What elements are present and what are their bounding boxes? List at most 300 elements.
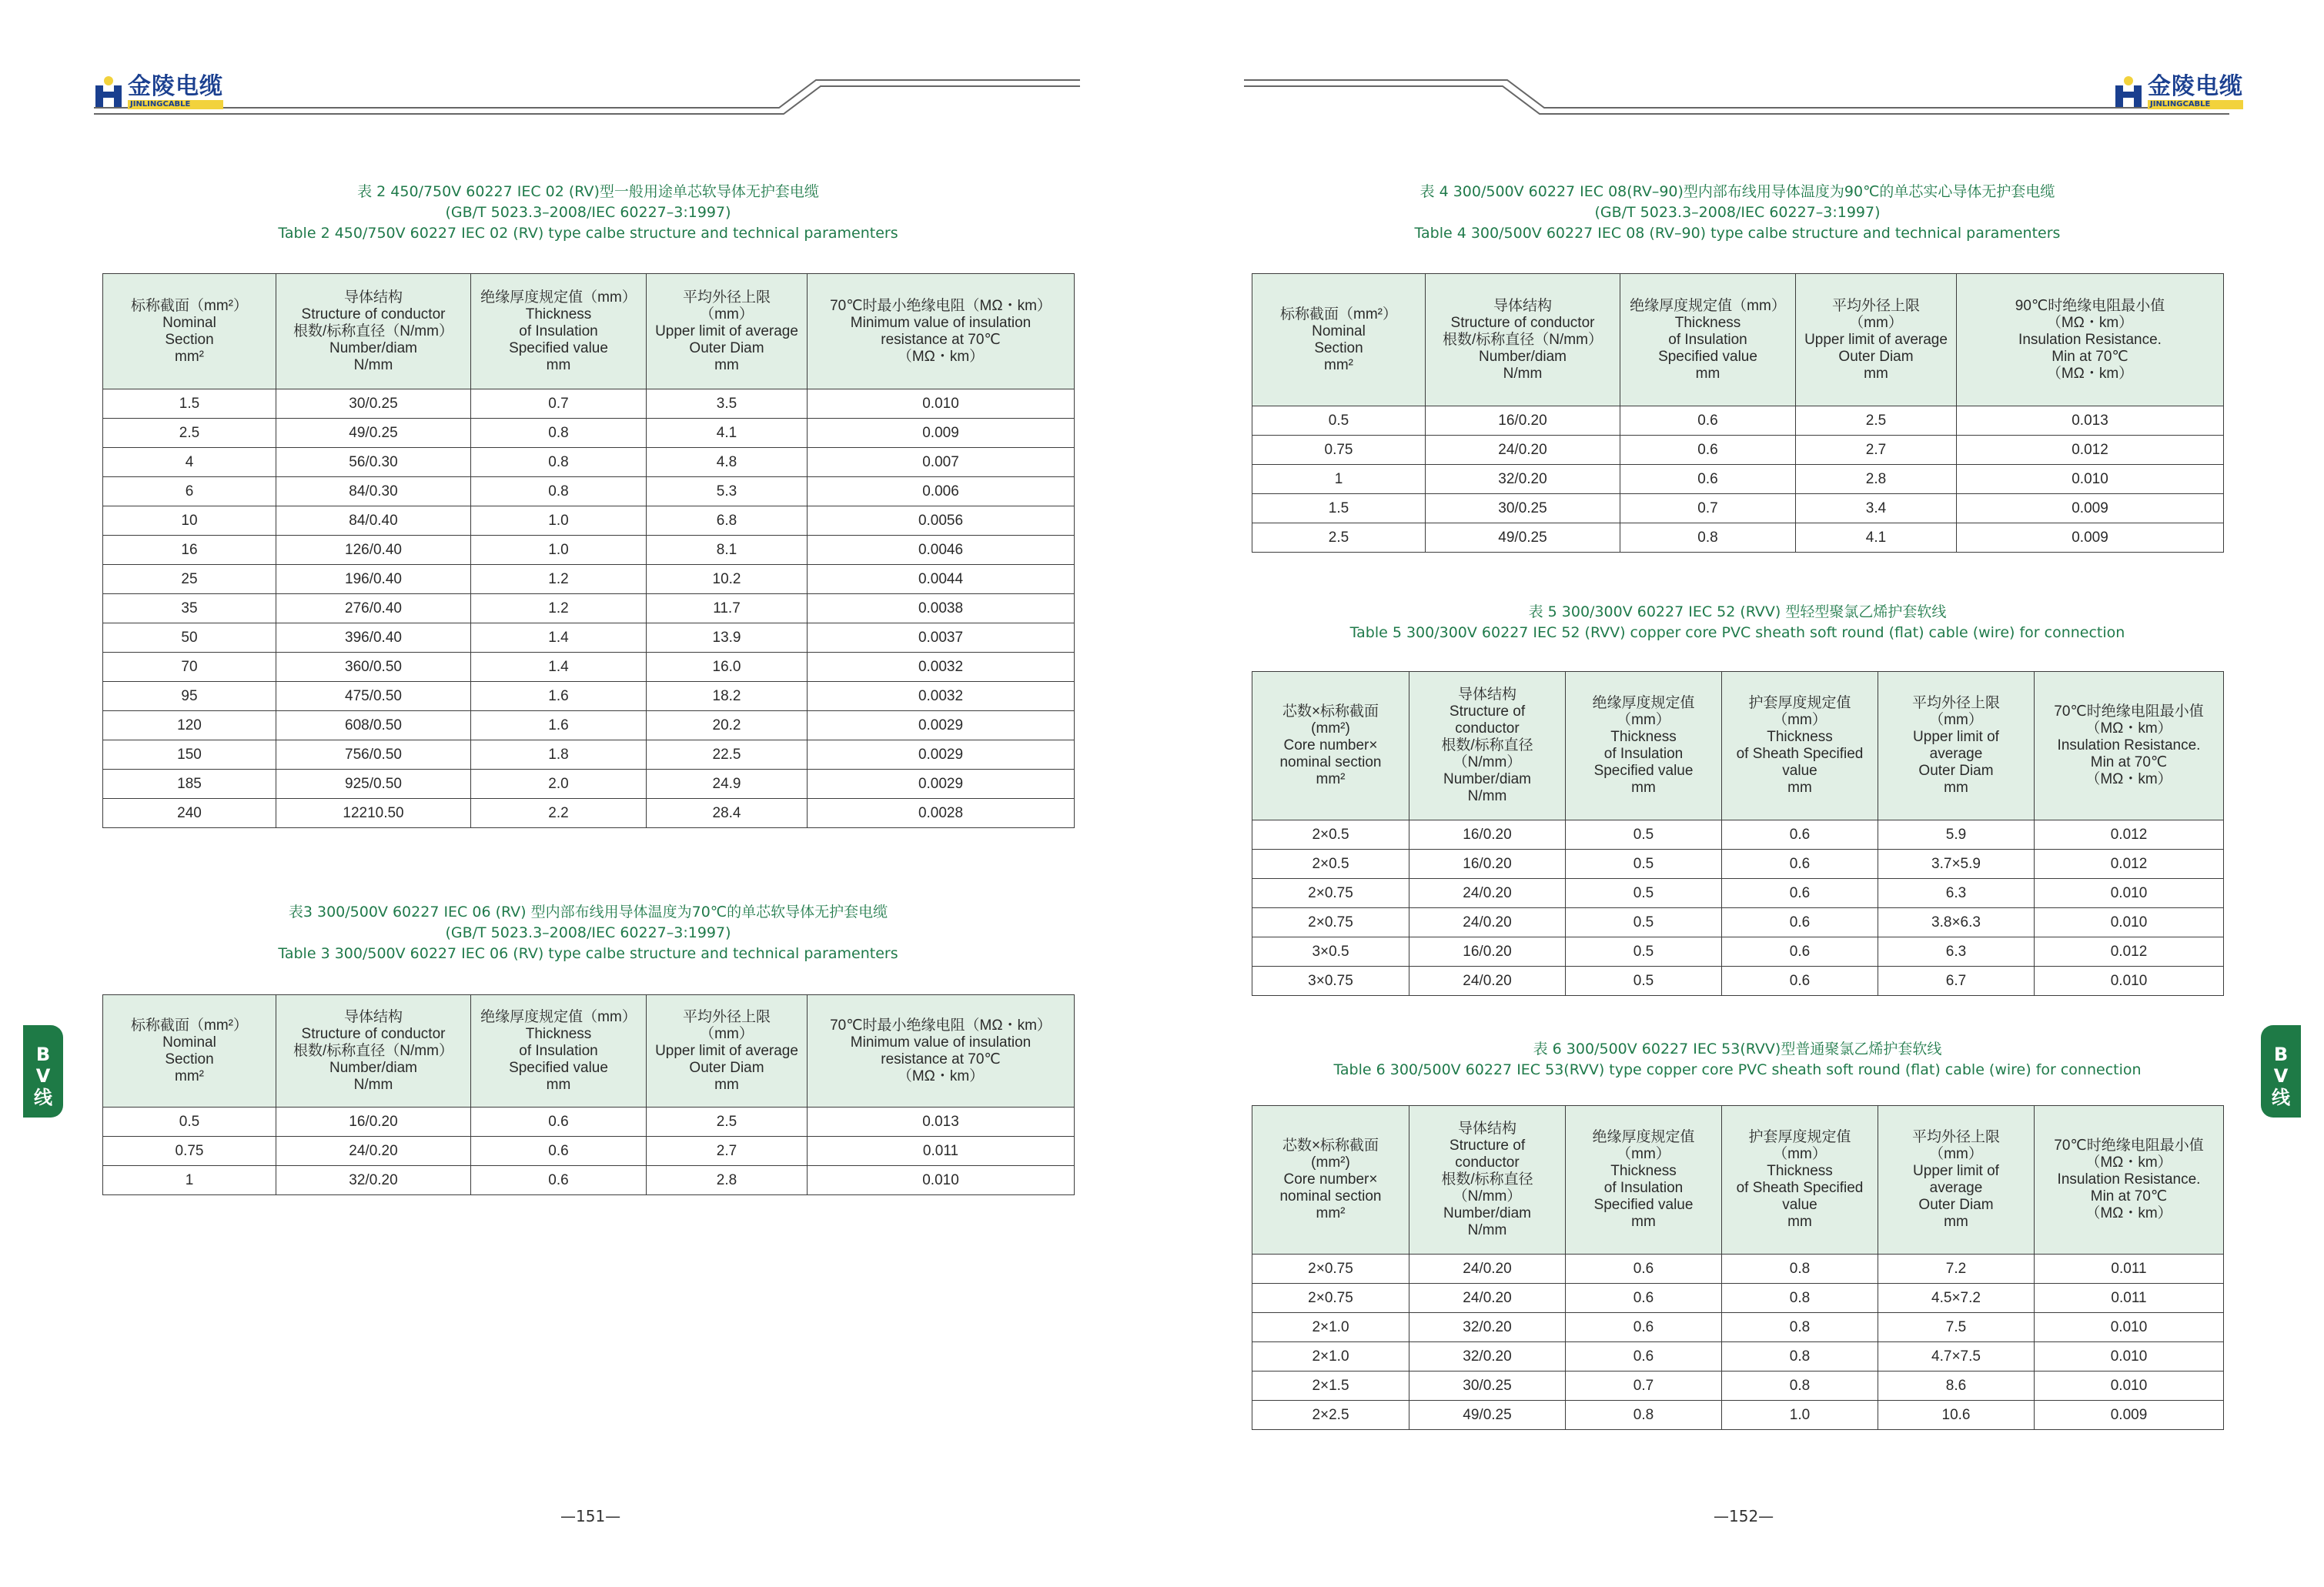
table-row (103, 419, 1075, 448)
table-cell: 0.011 (2035, 1284, 2224, 1313)
table-cell: 18.2 (647, 682, 808, 711)
table-cell: 0.0028 (808, 799, 1075, 828)
table-cell: 185 (103, 770, 276, 799)
column-header-line: 绝缘厚度规定值（mm） (1630, 297, 1786, 314)
table-cell: 0.5 (103, 1108, 276, 1137)
column-header-line: Core number× (1283, 737, 1378, 753)
table-cell: 0.6 (471, 1166, 647, 1195)
column-header-line: Specified value (509, 1059, 608, 1076)
table6-title-en: Table 6 300/500V 60227 IEC 53(RVV) type copper core PVC sheath soft round (flat) cable (wire) for connection (1333, 1061, 2142, 1078)
table-cell: 0.010 (808, 389, 1075, 419)
table-cell: 0.5 (1566, 937, 1722, 967)
table-cell: 5.9 (1878, 820, 2035, 850)
table-cell: 32/0.20 (1409, 1342, 1566, 1372)
table-cell: 0.5 (1566, 850, 1722, 879)
column-header-line: N/mm (1467, 1222, 1507, 1238)
table-cell: 1 (1252, 465, 1426, 494)
table-cell: 95 (103, 682, 276, 711)
column-header-line: Core number× (1283, 1171, 1378, 1188)
table-cell: 120 (103, 711, 276, 740)
table-cell: 0.6 (1722, 820, 1878, 850)
column-header (103, 274, 276, 389)
table-cell: 2×2.5 (1252, 1401, 1409, 1430)
table-cell: 0.0044 (808, 565, 1075, 594)
table-cell: 925/0.50 (276, 770, 471, 799)
table-row (1252, 850, 2224, 879)
brand-name-cn: 金陵电缆 (2148, 73, 2243, 100)
column-header-line: mm (1944, 780, 1968, 796)
table-header-row (1252, 672, 2224, 820)
table-row (103, 740, 1075, 770)
column-header-line: （mm） (1773, 1146, 1827, 1162)
table-cell: 4.1 (1796, 523, 1957, 553)
column-header-line: （MΩ・km） (897, 1067, 985, 1084)
table-cell: 16/0.20 (276, 1108, 471, 1137)
column-header (647, 995, 808, 1108)
table-header-row (1252, 1106, 2224, 1255)
table-cell: 2×0.5 (1252, 820, 1409, 850)
table-cell: 6.8 (647, 506, 808, 536)
column-header-line: 标称截面（mm²） (131, 297, 248, 314)
table-cell: 0.006 (808, 477, 1075, 506)
table-cell: 32/0.20 (276, 1166, 471, 1195)
column-header-line: mm (1695, 365, 1720, 382)
column-header-line: Insulation Resistance. (2057, 737, 2201, 753)
column-header-line: of Insulation (519, 322, 598, 339)
table-cell: 84/0.40 (276, 506, 471, 536)
table-cell: 0.010 (2035, 879, 2224, 908)
table-cell: 4 (103, 448, 276, 477)
table-row (103, 682, 1075, 711)
column-header-line: Outer Diam (1918, 1197, 1994, 1213)
table-cell: 3.7×5.9 (1878, 850, 2035, 879)
table2-title-std: (GB/T 5023.3–2008/IEC 60227–3:1997) (445, 204, 731, 221)
column-header-line: of Sheath Specified (1736, 746, 1864, 762)
brand-name-en: JINLINGCABLE (128, 100, 223, 109)
table-cell: 0.5 (1566, 908, 1722, 937)
column-header-line: (mm²) (1311, 1154, 1350, 1171)
column-header-line: Minimum value of insulation (850, 314, 1032, 331)
table-cell: 24/0.20 (1409, 908, 1566, 937)
column-header-line: Outer Diam (689, 339, 764, 356)
table-row (103, 536, 1075, 565)
table-cell: 1.0 (471, 536, 647, 565)
table-cell: 0.011 (2035, 1255, 2224, 1284)
table-cell: 0.010 (2035, 967, 2224, 996)
table-cell: 2.8 (1796, 465, 1957, 494)
table-cell: 24/0.20 (1409, 1284, 1566, 1313)
column-header-line: of Insulation (519, 1042, 598, 1059)
table-cell: 0.7 (1566, 1372, 1722, 1401)
table-cell: 0.8 (471, 448, 647, 477)
table-cell: 0.0046 (808, 536, 1075, 565)
table-cell: 84/0.30 (276, 477, 471, 506)
table-row (1252, 1284, 2224, 1313)
table-cell: 4.5×7.2 (1878, 1284, 2035, 1313)
table-cell: 24/0.20 (1409, 967, 1566, 996)
table-cell: 475/0.50 (276, 682, 471, 711)
column-header-line: Structure of conductor (1450, 314, 1595, 331)
table-cell: 28.4 (647, 799, 808, 828)
table-cell: 4.1 (647, 419, 808, 448)
table-cell: 8.1 (647, 536, 808, 565)
table-cell: 0.75 (1252, 436, 1426, 465)
column-header-line: Number/diam (329, 339, 418, 356)
table-cell: 0.8 (1722, 1342, 1878, 1372)
table-cell: 0.8 (1722, 1372, 1878, 1401)
table-cell: 1.5 (1252, 494, 1426, 523)
table-cell: 2.7 (1796, 436, 1957, 465)
column-header-line: （mm） (1929, 1146, 1983, 1162)
column-header-line: mm (1787, 1214, 1812, 1230)
table-cell: 0.8 (1620, 523, 1796, 553)
column-header-line: average (1929, 746, 1983, 762)
table-cell: 1.2 (471, 565, 647, 594)
table-cell: 1.6 (471, 682, 647, 711)
table-cell: 0.0032 (808, 682, 1075, 711)
table-cell: 6 (103, 477, 276, 506)
table-cell: 0.6 (1566, 1255, 1722, 1284)
column-header-line: Minimum value of insulation (850, 1034, 1032, 1051)
side-tab-line2: V (35, 1065, 51, 1087)
column-header (2035, 1106, 2224, 1255)
table3-title-en: Table 3 300/500V 60227 IEC 06 (RV) type calbe structure and technical paramenters (278, 945, 898, 962)
table4-title-cn: 表 4 300/500V 60227 IEC 08(RV–90)型内部布线用导体温度为90℃的单芯实心导体无护套电缆 (1419, 183, 2055, 200)
table2-caption (102, 182, 1074, 244)
table-cell: 0.010 (1957, 465, 2224, 494)
column-header-line: Number/diam (1443, 771, 1532, 787)
column-header-line: resistance at 70℃ (881, 331, 1001, 348)
column-header-line: of Sheath Specified (1736, 1180, 1864, 1196)
table-cell: 3×0.75 (1252, 967, 1409, 996)
table-cell: 1.6 (471, 711, 647, 740)
table-cell: 0.0029 (808, 770, 1075, 799)
table-cell: 0.8 (471, 477, 647, 506)
column-header-line: mm (1944, 1214, 1968, 1230)
column-header-line: Structure of conductor (301, 306, 446, 322)
table-cell: 0.6 (1722, 879, 1878, 908)
table-cell: 0.0037 (808, 623, 1075, 653)
table-cell: 396/0.40 (276, 623, 471, 653)
table3-title-cn: 表3 300/500V 60227 IEC 06 (RV) 型内部布线用导体温度为70℃的单芯软导体无护套电缆 (288, 904, 888, 920)
column-header-line: mm (714, 356, 739, 373)
table-cell: 2.0 (471, 770, 647, 799)
table-cell: 24/0.20 (1426, 436, 1620, 465)
column-header-line: （N/mm） (1453, 754, 1522, 770)
column-header-line: conductor (1455, 1154, 1520, 1171)
table3-caption (102, 902, 1074, 964)
table4-title-std: (GB/T 5023.3–2008/IEC 60227–3:1997) (1594, 204, 1881, 221)
table-cell: 0.6 (1722, 967, 1878, 996)
table-cell: 0.0056 (808, 506, 1075, 536)
table-cell: 2×1.0 (1252, 1313, 1409, 1342)
table-cell: 0.012 (2035, 820, 2224, 850)
column-header-line: Thickness (1610, 729, 1677, 745)
table-row (1252, 465, 2224, 494)
column-header-line: （mm） (1849, 314, 1903, 331)
table-row (103, 1137, 1075, 1166)
table4-caption (1252, 182, 2223, 244)
table3 (102, 994, 1075, 1195)
table-cell: 1.5 (103, 389, 276, 419)
table-cell: 0.012 (2035, 937, 2224, 967)
column-header (1566, 1106, 1722, 1255)
table-cell: 0.6 (1620, 406, 1796, 436)
table-cell: 756/0.50 (276, 740, 471, 770)
column-header-line: 绝缘厚度规定值 (1592, 695, 1695, 711)
column-header-line: Thickness (1610, 1163, 1677, 1179)
table-cell: 0.6 (1620, 465, 1796, 494)
side-tab-bv-right (2261, 1025, 2301, 1118)
logo-mark-icon (2114, 75, 2143, 109)
table-cell: 2×0.75 (1252, 908, 1409, 937)
column-header-line: 平均外径上限 (682, 289, 771, 306)
table-cell: 2.5 (1252, 523, 1426, 553)
table-cell: 16 (103, 536, 276, 565)
column-header-line: mm² (1324, 356, 1353, 373)
table-header-row (1252, 274, 2224, 406)
column-header-line: Outer Diam (1918, 763, 1994, 779)
table-cell: 0.5 (1566, 879, 1722, 908)
column-header-line: resistance at 70℃ (881, 1051, 1001, 1067)
table-cell: 2×1.0 (1252, 1342, 1409, 1372)
table-row (103, 389, 1075, 419)
table-cell: 1.0 (471, 506, 647, 536)
column-header (1426, 274, 1620, 406)
table-cell: 70 (103, 653, 276, 682)
column-header-line: Specified value (1593, 763, 1694, 779)
table-cell: 0.0038 (808, 594, 1075, 623)
table-cell: 24/0.20 (1409, 879, 1566, 908)
column-header-line: 90℃时绝缘电阻最小值 (2015, 297, 2165, 314)
column-header-line: （N/mm） (1453, 1188, 1522, 1204)
table-cell: 0.6 (471, 1108, 647, 1137)
table4 (1252, 273, 2224, 553)
column-header-line: mm (714, 1076, 739, 1093)
column-header (1620, 274, 1796, 406)
column-header-line: nominal section (1279, 754, 1382, 770)
brand-name-en: JINLINGCABLE (2148, 100, 2243, 109)
column-header-line: mm (1631, 1214, 1656, 1230)
column-header-line: N/mm (1467, 788, 1507, 804)
table-cell: 4.7×7.5 (1878, 1342, 2035, 1372)
table-cell: 10.2 (647, 565, 808, 594)
column-header-line: Specified value (1593, 1197, 1694, 1213)
table-cell: 2×0.5 (1252, 850, 1409, 879)
column-header-line: value (1782, 763, 1817, 779)
table-cell: 16/0.20 (1409, 850, 1566, 879)
column-header-line: （mm） (1773, 712, 1827, 728)
table-cell: 2.5 (103, 419, 276, 448)
column-header-line: 70℃时最小绝缘电阻（MΩ・km） (830, 297, 1052, 314)
table-row (103, 565, 1075, 594)
table-cell: 0.5 (1566, 967, 1722, 996)
column-header-line: 标称截面（mm²） (1280, 306, 1397, 322)
table-cell: 8.6 (1878, 1372, 2035, 1401)
column-header-line: Specified value (1658, 348, 1757, 365)
table-cell: 2×1.5 (1252, 1372, 1409, 1401)
table-row (1252, 1313, 2224, 1342)
column-header (471, 995, 647, 1108)
column-header-line: Upper limit of average (655, 1042, 798, 1059)
column-header (1409, 1106, 1566, 1255)
column-header-line: Nominal (162, 314, 216, 331)
column-header-line: Thickness (525, 1025, 592, 1042)
table-row (103, 711, 1075, 740)
table-cell: 30/0.25 (276, 389, 471, 419)
column-header (1409, 672, 1566, 820)
table-cell: 32/0.20 (1409, 1313, 1566, 1342)
table-row (1252, 937, 2224, 967)
table-row (103, 594, 1075, 623)
column-header-line: mm (1631, 780, 1656, 796)
table-cell: 10.6 (1878, 1401, 2035, 1430)
column-header (1566, 672, 1722, 820)
column-header-line: mm (1787, 780, 1812, 796)
column-header-line: 标称截面（mm²） (131, 1017, 248, 1034)
column-header-line: mm (1864, 365, 1888, 382)
column-header-line: （mm） (700, 1025, 754, 1042)
table-cell: 2.5 (1796, 406, 1957, 436)
table-cell: 0.010 (2035, 1342, 2224, 1372)
table-cell: 24.9 (647, 770, 808, 799)
table-row (1252, 820, 2224, 850)
table-cell: 0.009 (1957, 494, 2224, 523)
table-cell: 12210.50 (276, 799, 471, 828)
column-header-line: 根数/标称直径（N/mm） (293, 322, 453, 339)
table-row (1252, 1255, 2224, 1284)
column-header-line: 芯数×标称截面 (1282, 703, 1379, 720)
table-header-row (103, 995, 1075, 1108)
logo-mark-icon (94, 75, 123, 109)
column-header-line: of Insulation (1603, 1180, 1684, 1196)
table-cell: 1.4 (471, 623, 647, 653)
table-cell: 0.012 (1957, 436, 2224, 465)
column-header-line: 根数/标称直径（N/mm） (1443, 331, 1603, 348)
column-header-line: Section (165, 331, 214, 348)
table-row (103, 799, 1075, 828)
table-cell: 0.8 (1722, 1284, 1878, 1313)
table6 (1252, 1105, 2224, 1430)
table-cell: 0.009 (808, 419, 1075, 448)
table-cell: 0.009 (2035, 1401, 2224, 1430)
column-header-line: 绝缘厚度规定值（mm） (480, 1008, 637, 1025)
table-cell: 6.3 (1878, 937, 2035, 967)
column-header-line: Upper limit of average (655, 322, 798, 339)
column-header-line: mm² (175, 348, 204, 365)
table-cell: 0.010 (2035, 908, 2224, 937)
side-tab-bv-left (23, 1025, 63, 1118)
table-row (103, 506, 1075, 536)
table2 (102, 273, 1075, 828)
table-cell: 2×0.75 (1252, 879, 1409, 908)
table-cell: 7.5 (1878, 1313, 2035, 1342)
column-header-line: mm² (1316, 1205, 1346, 1221)
table-cell: 0.012 (2035, 850, 2224, 879)
table-cell: 0.0029 (808, 740, 1075, 770)
brand-logo (2114, 74, 2243, 109)
table-cell: 2×0.75 (1252, 1255, 1409, 1284)
table-cell: 49/0.25 (1426, 523, 1620, 553)
table-cell: 22.5 (647, 740, 808, 770)
column-header (1796, 274, 1957, 406)
table-cell: 0.009 (1957, 523, 2224, 553)
table-row (1252, 1342, 2224, 1372)
column-header-line: （MΩ・km） (2085, 720, 2172, 737)
column-header-line: 绝缘厚度规定值（mm） (480, 289, 637, 306)
table-row (1252, 523, 2224, 553)
table-cell: 0.013 (1957, 406, 2224, 436)
column-header-line: Thickness (1767, 729, 1833, 745)
column-header-line: 护套厚度规定值 (1748, 1129, 1851, 1145)
table-cell: 0.6 (471, 1137, 647, 1166)
table-cell: 50 (103, 623, 276, 653)
table-cell: 24/0.20 (1409, 1255, 1566, 1284)
column-header-line: Thickness (525, 306, 592, 322)
column-header-line: 导体结构 (1457, 687, 1516, 703)
column-header-line: （MΩ・km） (2046, 365, 2134, 382)
column-header-line: Nominal (1312, 322, 1366, 339)
table-cell: 32/0.20 (1426, 465, 1620, 494)
column-header (1252, 274, 1426, 406)
column-header-line: 根数/标称直径 (1441, 737, 1533, 753)
column-header-line: 绝缘厚度规定值 (1592, 1129, 1695, 1145)
table-cell: 1.8 (471, 740, 647, 770)
column-header-line: （MΩ・km） (2085, 1154, 2172, 1171)
column-header-line: （MΩ・km） (2085, 1205, 2172, 1221)
table-row (103, 770, 1075, 799)
column-header-line: N/mm (353, 356, 393, 373)
column-header-line: （MΩ・km） (2085, 771, 2172, 787)
column-header-line: nominal section (1279, 1188, 1382, 1204)
table-cell: 1.4 (471, 653, 647, 682)
column-header-line: 护套厚度规定值 (1748, 695, 1851, 711)
table-cell: 3.4 (1796, 494, 1957, 523)
table-row (103, 477, 1075, 506)
table-cell: 49/0.25 (276, 419, 471, 448)
table-cell: 0.0032 (808, 653, 1075, 682)
table-cell: 2.7 (647, 1137, 808, 1166)
column-header (1722, 1106, 1878, 1255)
table-cell: 11.7 (647, 594, 808, 623)
column-header (647, 274, 808, 389)
table-cell: 16/0.20 (1426, 406, 1620, 436)
column-header (1722, 672, 1878, 820)
table-row (1252, 494, 2224, 523)
column-header-line: Number/diam (329, 1059, 418, 1076)
column-header-line: 导体结构 (343, 289, 403, 306)
table-cell: 0.8 (1722, 1255, 1878, 1284)
table-cell: 360/0.50 (276, 653, 471, 682)
column-header-line: 平均外径上限 (1911, 695, 2000, 711)
table-cell: 0.8 (1566, 1401, 1722, 1430)
table-cell: 30/0.25 (1409, 1372, 1566, 1401)
column-header (808, 995, 1075, 1108)
table-cell: 1 (103, 1166, 276, 1195)
table6-caption (1252, 1039, 2223, 1081)
table-cell: 49/0.25 (1409, 1401, 1566, 1430)
table-cell: 2×0.75 (1252, 1284, 1409, 1313)
table5-title-en: Table 5 300/300V 60227 IEC 52 (RVV) copper core PVC sheath soft round (flat) cable (wire) for connection (1349, 624, 2125, 641)
table-cell: 20.2 (647, 711, 808, 740)
column-header-line: Min at 70℃ (2090, 1188, 2168, 1204)
column-header-line: Structure of (1449, 1138, 1526, 1154)
column-header-line: Structure of (1449, 703, 1526, 720)
table5-caption (1252, 602, 2223, 643)
table-cell: 16.0 (647, 653, 808, 682)
column-header (471, 274, 647, 389)
brand-logo (94, 74, 223, 109)
